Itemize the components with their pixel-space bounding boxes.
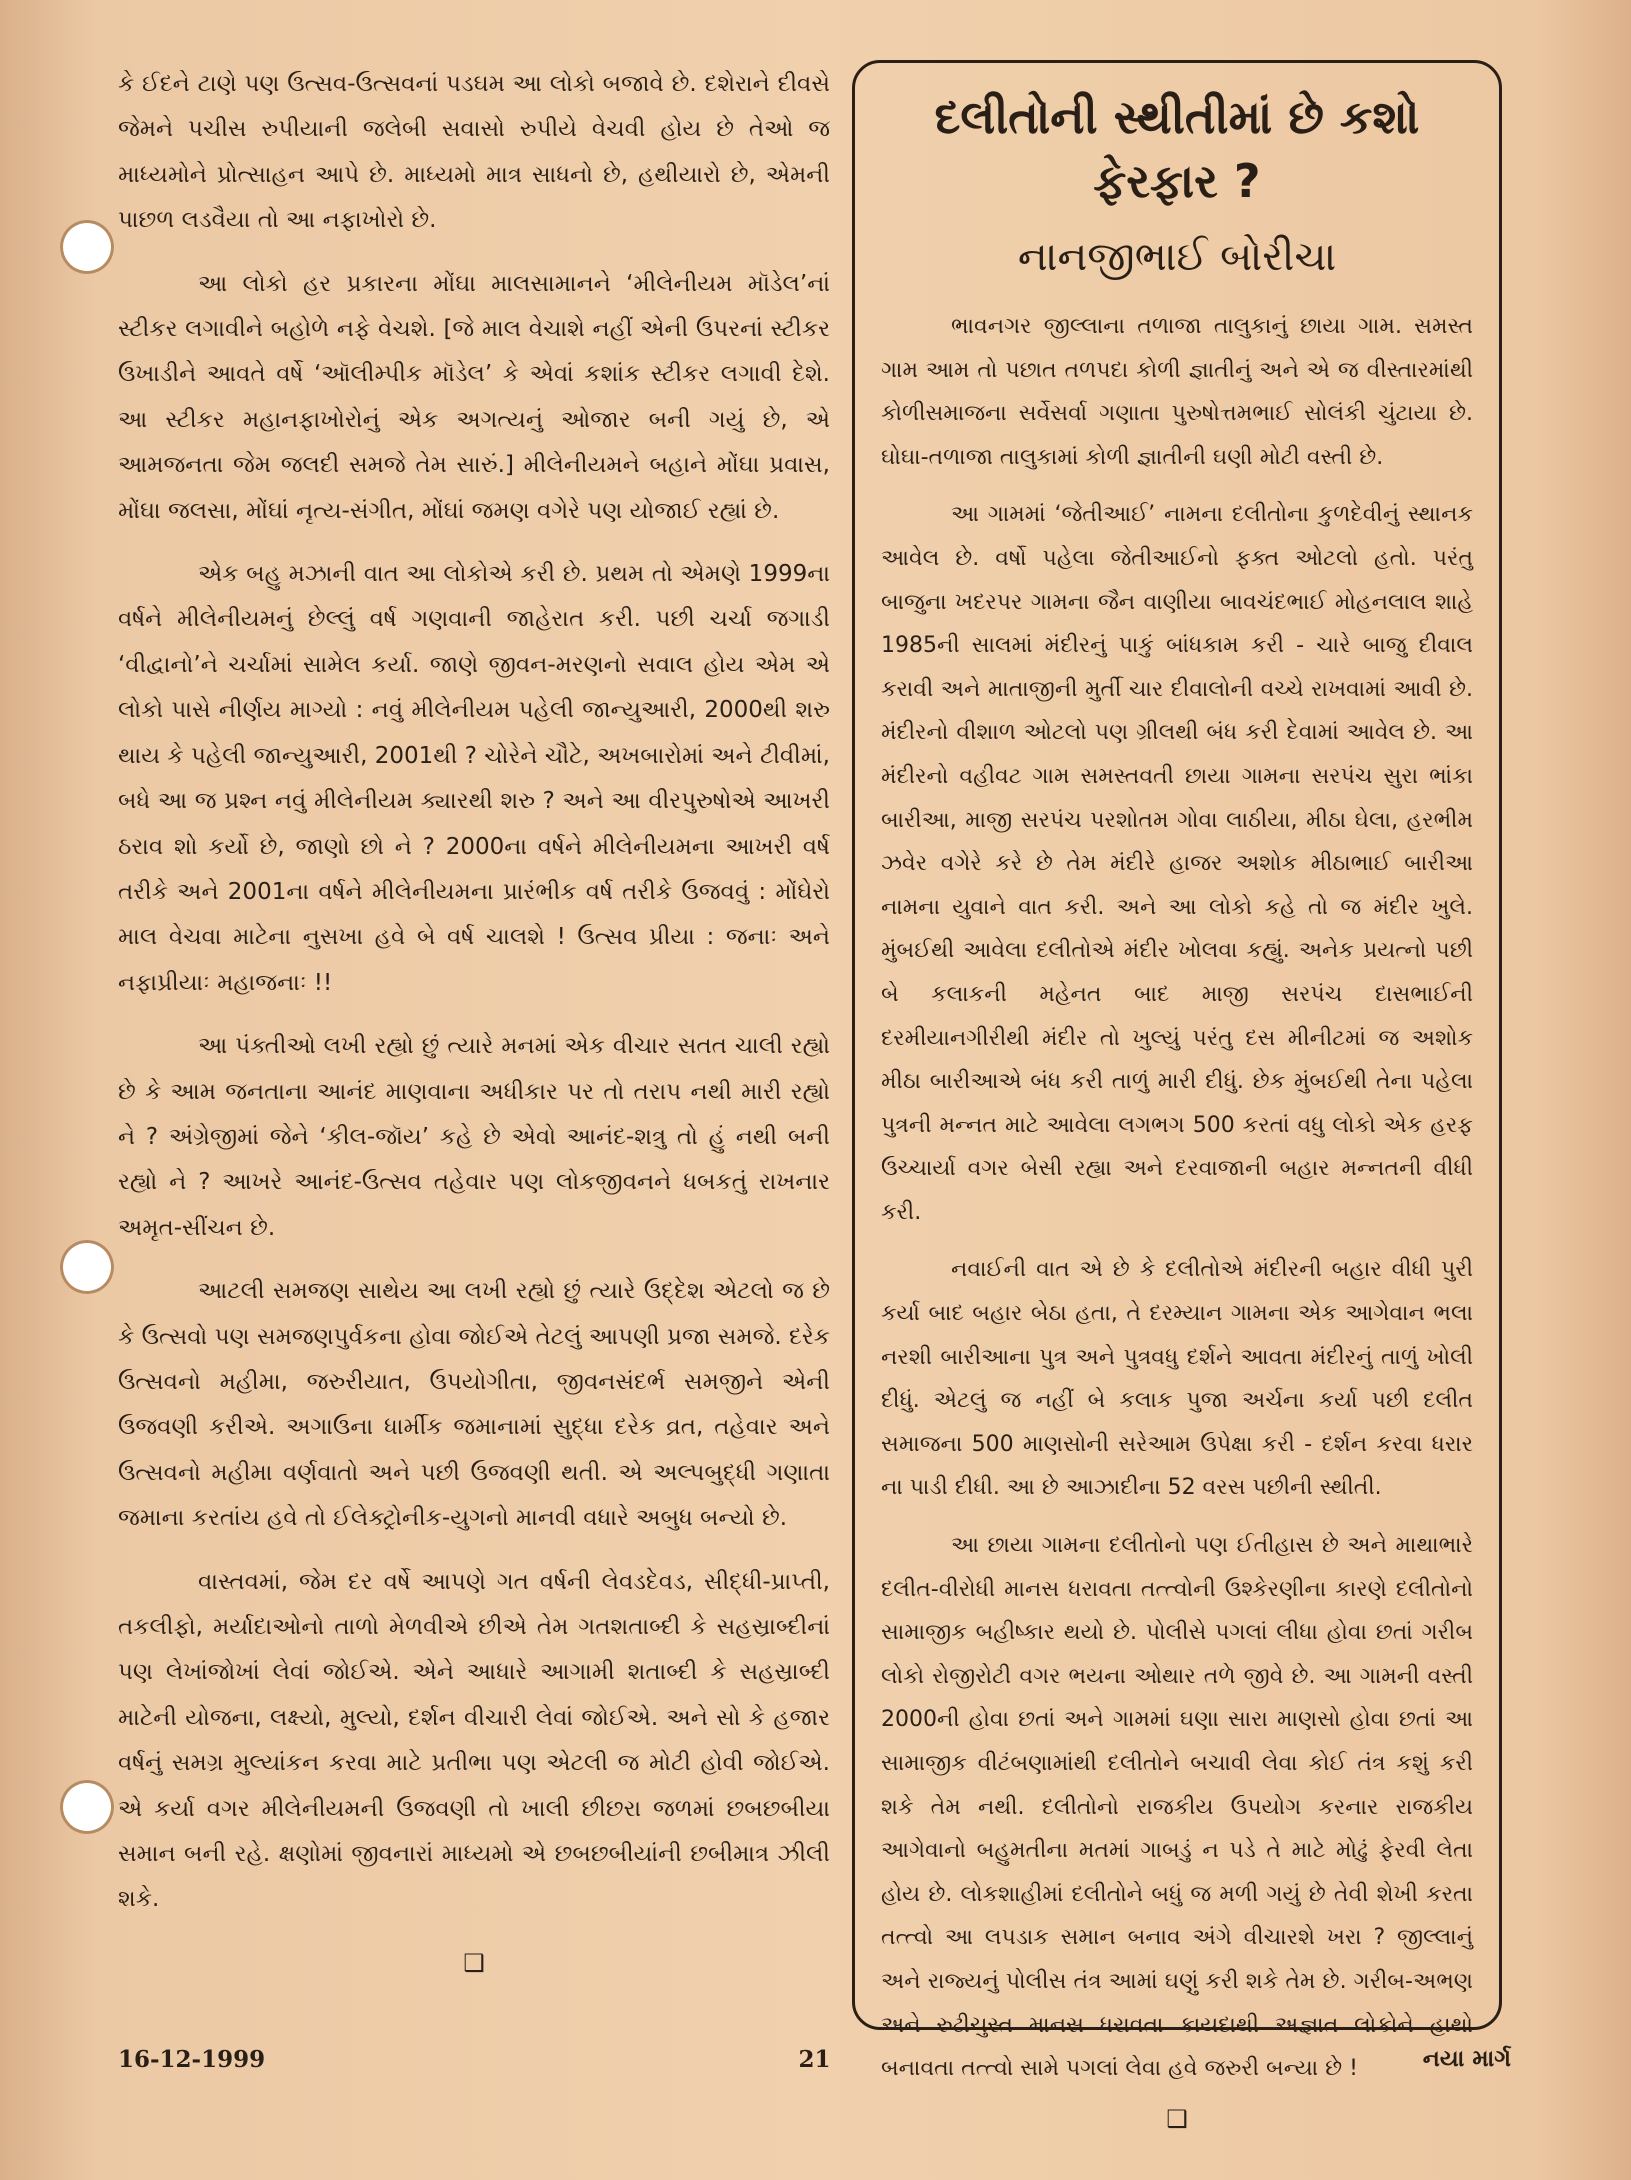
left-paragraph-2: આ લોકો હર પ્રકારના મોંઘા માલસામાનને ‘મીલેનીયમ મૉડેલ’નાં સ્ટીકર લગાવીને બહોળે નફે વેચશે. [જે માલ વેચાશે નહીં એની ઉપરનાં સ્ટીકર ઉખાડીને આવતે વર્ષે ‘ઑલીમ્પીક મૉડેલ’ કે એવાં કશાંક સ્ટીકર લગાવી દેશે. આ સ્ટીકર મહાનફાખોરોનું એક અગત્યનું ઓજાર બની ગયું છે, એ આમજનતા જેમ જલદી સમજે તેમ સારું.] મીલેનીયમને બહાને મોંઘા પ્રવાસ, મોંઘા જલસા, મોંઘાં નૃત્ય-સંગીત, મોંઘાં જમણ વગેરે પણ યોજાઈ રહ્યાં છે. (118, 270, 830, 524)
boxed-end-mark: ❑ (1166, 2104, 1188, 2133)
magazine-name: નયા માર્ગ (1422, 2046, 1511, 2072)
left-article-column (118, 62, 830, 1992)
boxed-paragraph-3: નવાઈની વાત એ છે કે દલીતોએ મંદીરની બહાર વીધી પુરી કર્યા બાદ બહાર બેઠા હતા, તે દરમ્યાન ગામના એક આગેવાન ભલા નરશી બારીઆના પુત્ર અને પુત્રવધુ દર્શને આવતા મંદીરનું તાળું ખોલી દીધું. એટલું જ નહીં બે કલાક પુજા અર્ચના કર્યા પછી દલીત સમાજના 500 માણસોની સરેઆમ ઉપેક્ષા કરી - દર્શન કરવા ધરાર ના પાડી દીધી. આ છે આઝાદીના 52 વરસ પછીની સ્થીતી. (881, 1257, 1473, 1501)
boxed-paragraph-1: ભાવનગર જીલ્લાના તળાજા તાલુકાનું છાયા ગામ. સમસ્ત ગામ આમ તો પછાત તળપદા કોળી જ્ઞાતીનું અને એ જ વીસ્તારમાંથી કોળીસમાજના સર્વેસર્વા ગણાતા પુરુષોત્તમભાઈ સોલંકી ચુંટાયા છે. ઘોઘા-તળાજા તાલુકામાં કોળી જ્ઞાતીની ઘણી મોટી વસ્તી છે. (881, 314, 1473, 470)
left-paragraph-1: કે ઈદને ટાણે પણ ઉત્સવ-ઉત્સવનાં પડઘમ આ લોકો બજાવે છે. દશેરાને દીવસે જેમને પચીસ રુપીયાની જલેબી સવાસો રુપીયે વેચવી હોય છે તેઓ જ માધ્યમોને પ્રોત્સાહન આપે છે. માધ્યમો માત્ર સાધનો છે, હથીયારો છે, એમની પાછળ લડવૈયા તો આ નફાખોરો છે. (118, 71, 830, 234)
left-end-mark: ❑ (463, 1948, 485, 1977)
left-paragraph-6: વાસ્તવમાં, જેમ દર વર્ષે આપણે ગત વર્ષની લેવડદેવડ, સીદ્ધી-પ્રાપ્તી, તકલીફો, મર્યાદાઓનો તાળો મેળવીએ છીએ તેમ ગતશતાબ્દી કે સહસ્રાબ્દીનાં પણ લેખાંજોખાં લેવાં જોઈએ. એને આધારે આગામી શતાબ્દી કે સહસ્રાબ્દી માટેની યોજના, લક્ષ્યો, મુલ્યો, દર્શન વીચારી લેવાં જોઈએ. અને સો કે હજાર વર્ષનું સમગ્ર મુલ્યાંકન કરવા માટે પ્રતીભા પણ એટલી જ મોટી હોવી જોઈએ. એ કર્યા વગર મીલેનીયમની ઉજવણી તો ખાલી છીછરા જળમાં છબછબીયા સમાન બની રહે. ક્ષણોમાં જીવનારાં માધ્યમો એ છબછબીયાંની છબીમાત્ર ઝીલી શકે. (118, 1568, 830, 1913)
left-paragraph-5: આટલી સમજણ સાથેય આ લખી રહ્યો છું ત્યારે ઉદ્દેશ એટલો જ છે કે ઉત્સવો પણ સમજણપુર્વકના હોવા જોઈએ તેટલું આપણી પ્રજા સમજે. દરેક ઉત્સવનો મહીમા, જરુરીયાત, ઉપયોગીતા, જીવનસંદર્ભ સમજીને એની ઉજવણી કરીએ. અગાઉના ધાર્મીક જમાનામાં સુદ્ધા દરેક વ્રત, તહેવાર અને ઉત્સવનો મહીમા વર્ણવાતો અને પછી ઉજવણી થતી. એ અલ્પબુદ્ધી ગણાતા જમાના કરતાંય હવે તો ઈલેક્ટ્રોનીક-યુગનો માનવી વધારે અબુધ બન્યો છે. (118, 1278, 830, 1532)
page-number: 21 (798, 2046, 831, 2073)
page-footer (118, 2046, 1511, 2086)
left-paragraph-3: એક બહુ મઝાની વાત આ લોકોએ કરી છે. પ્રથમ તો એમણે 1999ના વર્ષને મીલેનીયમનું છેલ્લું વર્ષ ગણવાની જાહેરાત કરી. પછી ચર્ચા જગાડી ‘વીદ્વાનો’ને ચર્ચામાં સામેલ કર્યા. જાણે જીવન-મરણનો સવાલ હોય એમ એ લોકો પાસે નીર્ણય માગ્યો : નવું મીલેનીયમ પહેલી જાન્યુઆરી, 2000થી શરુ થાય કે પહેલી જાન્યુઆરી, 2001થી ? ચોરેને ચૌટે, અખબારોમાં અને ટીવીમાં, બધે આ જ પ્રશ્ન નવું મીલેનીયમ ક્યારથી શરુ ? અને આ વીરપુરુષોએ આખરી ઠરાવ શો કર્યો છે, જાણો છો ને ? 2000ના વર્ષને મીલેનીયમના આખરી વર્ષ તરીકે અને 2001ના વર્ષને મીલેનીયમના પ્રારંભીક વર્ષ તરીકે ઉજવવું : મોંઘેરો માલ વેચવા માટેના નુસખા હવે બે વર્ષ ચાલશે ! ઉત્સવ પ્રીયા : જનાઃ અને નફાપ્રીયાઃ મહાજનાઃ !! (118, 561, 830, 996)
issue-date: 16-12-1999 (118, 2046, 266, 2073)
boxed-article-title: દલીતોની સ્થીતીમાં છે કશો ફેરફાર ? (934, 90, 1420, 208)
punch-hole-middle (60, 1240, 114, 1294)
boxed-article-author: નાનજીભાઈ બોરીચા (1017, 234, 1337, 280)
punch-hole-top (60, 220, 114, 274)
boxed-paragraph-4: આ છાયા ગામના દલીતોનો પણ ઈતીહાસ છે અને માથાભારે દલીત-વીરોધી માનસ ધરાવતા તત્ત્વોની ઉશ્કેરણીના કારણે દલીતોનો સામાજીક બહીષ્કાર થયો છે. પોલીસે પગલાં લીધા હોવા છતાં ગરીબ લોકો રોજીરોટી વગર ભયના ઓથાર તળે જીવે છે. આ ગામની વસ્તી 2000ની હોવા છતાં અને ગામમાં ઘણા સારા માણસો હોવા છતાં આ સામાજીક વીટંબણામાંથી દલીતોને બચાવી લેવા કોઈ તંત્ર કશું કરી શકે તેમ નથી. દલીતોનો રાજકીય ઉપયોગ કરનાર રાજકીય આગેવાનો બહુમતીના મતમાં ગાબડું ન પડે તે માટે મોઢું ફેરવી લેતા હોય છે. લોકશાહીમાં દલીતોને બધું જ મળી ગયું છે તેવી શેખી કરતા તત્ત્વો આ લપડાક સમાન બનાવ અંગે વીચારશે ખરા ? જીલ્લાનું અને રાજ્યનું પોલીસ તંત્ર આમાં ઘણું કરી શકે તેમ છે. ગરીબ-અભણ અને રુઢીચુસ્ત માનસ ધરાવતા કાયદાથી અજ્ઞાત લોકોને હાથો બનાવતા તત્ત્વો સામે પગલાં લેવા હવે જરુરી બન્યા છે ! (881, 1533, 1473, 2082)
punch-hole-bottom (60, 1780, 114, 1834)
left-paragraph-4: આ પંક્તીઓ લખી રહ્યો છું ત્યારે મનમાં એક વીચાર સતત ચાલી રહ્યો છે કે આમ જનતાના આનંદ માણવાના અધીકાર પર તો તરાપ નથી મારી રહ્યો ને ? અંગ્રેજીમાં જેને ‘કીલ-જૉય’ કહે છે એવો આનંદ-શત્રુ તો હું નથી બની રહ્યો ને ? આખરે આનંદ-ઉત્સવ તહેવાર પણ લોકજીવનને ધબકતું રાખનાર અમૃત-સીંચન છે. (118, 1033, 830, 1241)
boxed-paragraph-2: આ ગામમાં ‘જેતીઆઈ’ નામના દલીતોના કુળદેવીનું સ્થાનક આવેલ છે. વર્ષો પહેલા જેતીઆઈનો ફક્ત ઓટલો હતો. પરંતુ બાજુના ખદરપર ગામના જૈન વાણીયા બાવચંદભાઈ મોહનલાલ શાહે 1985ની સાલમાં મંદીરનું પાકું બાંધકામ કરી - ચારે બાજુ દીવાલ કરાવી અને માતાજીની મુર્તી ચાર દીવાલોની વચ્ચે રાખવામાં આવી છે. મંદીરનો વીશાળ ઓટલો પણ ગ્રીલથી બંધ કરી દેવામાં આવેલ છે. આ મંદીરનો વહીવટ ગામ સમસ્તવતી છાયા ગામના સરપંચ સુરા ભાંકા બારીઆ, માજી સરપંચ પરશોતમ ગોવા લાઠીયા, મીઠા ઘેલા, હરભીમ ઝવેર વગેરે કરે છે તેમ મંદીરે હાજર અશોક મીઠાભાઈ બારીઆ નામના યુવાને વાત કરી. અને આ લોકો કહે તો જ મંદીર ખુલે. મુંબઈથી આવેલા દલીતોએ મંદીર ખોલવા કહ્યું. અનેક પ્રયત્નો પછી બે કલાકની મહેનત બાદ માજી સરપંચ દાસભાઈની દરમીયાનગીરીથી મંદીર તો ખુલ્યું પરંતુ દસ મીનીટમાં જ અશોક મીઠા બારીઆએ બંધ કરી તાળું મારી દીધું. છેક મુંબઈથી તેના પહેલા પુત્રની મન્નત માટે આવેલા લગભગ 500 કરતાં વધુ લોકો એક હરફ ઉચ્ચાર્યા વગર બેસી રહ્યા અને દરવાજાની બહાર મન્નતની વીધી કરી. (881, 502, 1473, 1225)
